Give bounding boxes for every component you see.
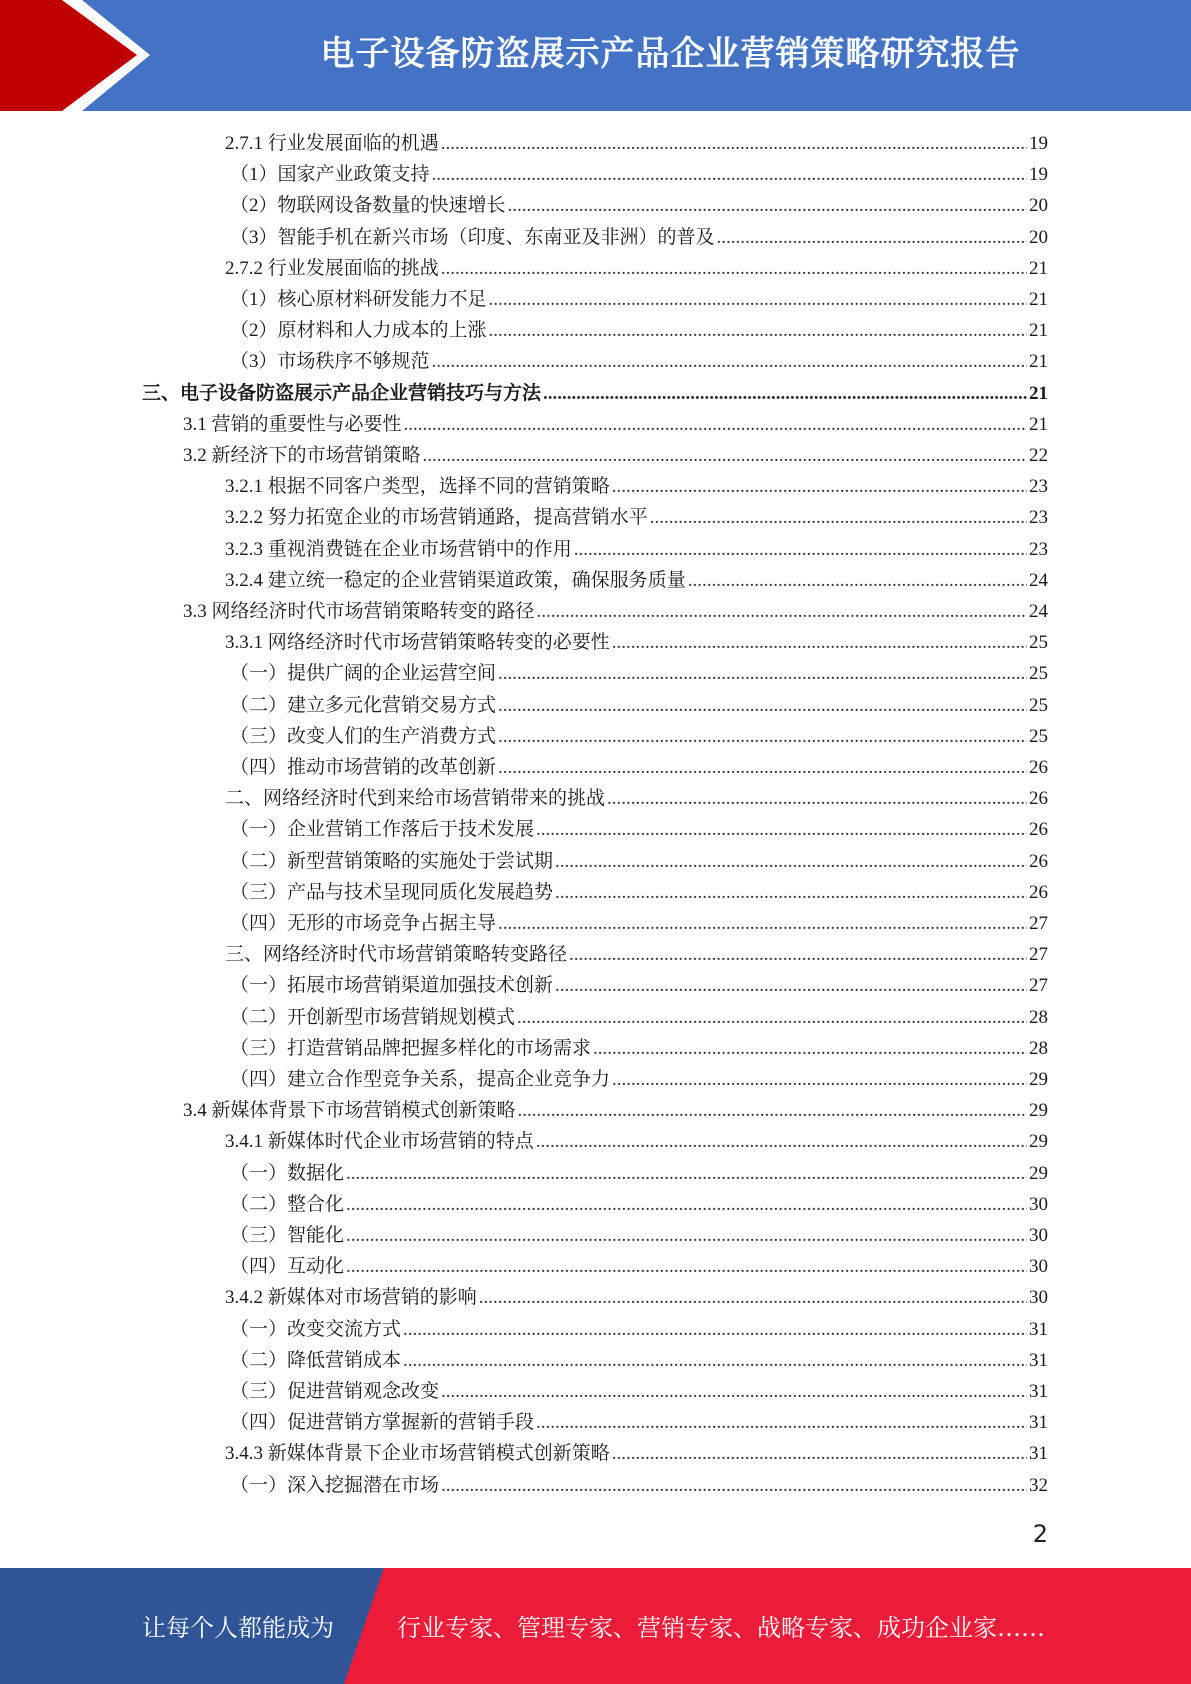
toc-entry-page: 32: [1029, 1475, 1048, 1496]
toc-leader-dots: [479, 1282, 1027, 1313]
toc-entry-page: 29: [1029, 1131, 1048, 1152]
toc-leader-dots: [441, 128, 1027, 159]
toc-leader-dots: [498, 658, 1027, 689]
toc-entry[interactable]: [230, 1158, 1048, 1189]
toc-entry-label: 3.2.4 建立统一稳定的企业营销渠道政策，确保服务质量: [225, 570, 686, 591]
toc-entry[interactable]: [183, 409, 1048, 440]
toc-entry-page: 23: [1029, 507, 1048, 528]
toc-entry-label: （四）建立合作型竞争关系，提高企业竞争力: [230, 1069, 611, 1090]
toc-entry[interactable]: [230, 908, 1048, 939]
toc-entry-page: 27: [1029, 975, 1048, 996]
toc-entry[interactable]: [230, 814, 1048, 845]
toc-entry-page: 20: [1029, 227, 1048, 248]
toc-entry[interactable]: [230, 315, 1048, 346]
toc-entry-label: 2.7.1 行业发展面临的机遇: [225, 133, 439, 154]
toc-entry-label: （二）整合化: [230, 1194, 345, 1215]
toc-leader-dots: [536, 1126, 1027, 1157]
toc-entry-page: 25: [1029, 695, 1048, 716]
toc-leader-dots: [498, 690, 1027, 721]
toc-entry[interactable]: [230, 346, 1048, 377]
toc-entry-page: 28: [1029, 1038, 1048, 1059]
toc-entry[interactable]: [225, 128, 1048, 159]
toc-entry[interactable]: [230, 1470, 1048, 1501]
toc-leader-dots: [403, 1314, 1027, 1345]
toc-entry[interactable]: [230, 846, 1048, 877]
toc-entry[interactable]: [230, 222, 1048, 253]
toc-entry[interactable]: [230, 159, 1048, 190]
toc-entry[interactable]: [225, 502, 1048, 533]
toc-leader-dots: [498, 752, 1027, 783]
toc-entry-label: 3.4.2 新媒体对市场营销的影响: [225, 1287, 477, 1308]
toc-entry[interactable]: [230, 970, 1048, 1001]
toc-entry-label: （二）降低营销成本: [230, 1350, 402, 1371]
toc-entry-page: 24: [1029, 601, 1048, 622]
toc-entry-label: （1）国家产业政策支持: [230, 164, 430, 185]
toc-entry[interactable]: [225, 565, 1048, 596]
toc-entry-page: 26: [1029, 757, 1048, 778]
toc-entry-page: 23: [1029, 539, 1048, 560]
toc-entry-label: （一）改变交流方式: [230, 1319, 402, 1340]
toc-leader-dots: [432, 159, 1027, 190]
toc-entry-page: 24: [1029, 570, 1048, 591]
toc-entry-page: 31: [1029, 1443, 1048, 1464]
toc-entry-page: 30: [1029, 1194, 1048, 1215]
toc-leader-dots: [404, 409, 1027, 440]
toc-entry-label: （一）企业营销工作落后于技术发展: [230, 819, 535, 840]
toc-entry-page: 23: [1029, 476, 1048, 497]
toc-entry[interactable]: [183, 440, 1048, 471]
toc-leader-dots: [612, 627, 1027, 658]
toc-leader-dots: [489, 284, 1027, 315]
toc-leader-dots: [555, 970, 1027, 1001]
toc-entry-label: （一）拓展市场营销渠道加强技术创新: [230, 975, 554, 996]
toc-entry-page: 26: [1029, 788, 1048, 809]
toc-leader-dots: [441, 1376, 1027, 1407]
toc-entry-page: 27: [1029, 913, 1048, 934]
toc-entry[interactable]: [230, 658, 1048, 689]
page-header: [0, 0, 1191, 111]
toc-entry-page: 30: [1029, 1225, 1048, 1246]
footer-slogan-right: 行业专家、管理专家、营销专家、战略专家、成功企业家……: [397, 1614, 1045, 1642]
toc-leader-dots: [403, 1345, 1027, 1376]
toc-entry-label: （二）开创新型市场营销规划模式: [230, 1007, 516, 1028]
toc-entry[interactable]: [225, 534, 1048, 565]
toc-entry-label: （1）核心原材料研发能力不足: [230, 289, 487, 310]
toc-entry-label: （一）深入挖掘潜在市场: [230, 1475, 440, 1496]
toc-entry[interactable]: [225, 1126, 1048, 1157]
toc-entry-label: 三、网络经济时代市场营销策略转变路径: [225, 944, 568, 965]
toc-entry-label: （三）产品与技术呈现同质化发展趋势: [230, 882, 554, 903]
toc-leader-dots: [441, 253, 1027, 284]
toc-entry[interactable]: [230, 1220, 1048, 1251]
toc-leader-dots: [569, 939, 1027, 970]
toc-entry-page: 30: [1029, 1287, 1048, 1308]
toc-entry-label: 二、网络经济时代到来给市场营销带来的挑战: [225, 788, 606, 809]
toc-entry-page: 21: [1029, 351, 1048, 372]
toc-leader-dots: [346, 1189, 1027, 1220]
toc-entry[interactable]: [230, 1189, 1048, 1220]
toc-entry-label: 3.2.3 重视消费链在企业市场营销中的作用: [225, 539, 572, 560]
page-title: 电子设备防盗展示产品企业营销策略研究报告: [320, 34, 1021, 74]
toc-leader-dots: [612, 471, 1027, 502]
toc-entry-label: （三）打造营销品牌把握多样化的市场需求: [230, 1038, 592, 1059]
toc-entry-page: 25: [1029, 726, 1048, 747]
toc-entry-page: 31: [1029, 1412, 1048, 1433]
toc-entry-page: 21: [1029, 320, 1048, 341]
toc-entry-label: 3.4.3 新媒体背景下企业市场营销模式创新策略: [225, 1443, 610, 1464]
toc-entry[interactable]: [230, 190, 1048, 221]
toc-entry[interactable]: [230, 721, 1048, 752]
toc-entry-page: 29: [1029, 1100, 1048, 1121]
toc-leader-dots: [688, 565, 1027, 596]
toc-leader-dots: [543, 378, 1027, 409]
toc-leader-dots: [346, 1251, 1027, 1282]
toc-entry-page: 21: [1029, 383, 1048, 404]
toc-entry-label: 3.3 网络经济时代市场营销策略转变的路径: [183, 601, 535, 622]
toc-leader-dots: [489, 315, 1027, 346]
toc-leader-dots: [555, 846, 1027, 877]
toc-leader-dots: [432, 346, 1027, 377]
toc-entry-page: 29: [1029, 1163, 1048, 1184]
toc-entry[interactable]: [225, 253, 1048, 284]
page-number: 2: [1032, 1520, 1048, 1548]
toc-entry[interactable]: [230, 877, 1048, 908]
toc-entry-page: 21: [1029, 258, 1048, 279]
toc-entry-label: 3.3.1 网络经济时代市场营销策略转变的必要性: [225, 632, 610, 653]
toc-leader-dots: [537, 596, 1027, 627]
toc-entry-label: （2）原材料和人力成本的上涨: [230, 320, 487, 341]
toc-leader-dots: [717, 222, 1027, 253]
toc-entry-page: 22: [1029, 445, 1048, 466]
toc-entry-label: 三、电子设备防盗展示产品企业营销技巧与方法: [142, 383, 542, 404]
toc-entry[interactable]: [225, 1282, 1048, 1313]
toc-entry[interactable]: [183, 1095, 1048, 1126]
toc-entry-label: 3.2 新经济下的市场营销策略: [183, 445, 421, 466]
toc-leader-dots: [536, 814, 1027, 845]
toc-leader-dots: [498, 908, 1027, 939]
toc-entry[interactable]: [230, 1033, 1048, 1064]
toc-entry-label: （三）促进营销观念改变: [230, 1381, 440, 1402]
toc-entry-page: 20: [1029, 195, 1048, 216]
page-footer: [0, 1568, 1191, 1684]
toc-entry[interactable]: [230, 1064, 1048, 1095]
toc-leader-dots: [574, 534, 1027, 565]
toc-entry-label: （三）改变人们的生产消费方式: [230, 726, 497, 747]
toc-entry-label: （四）促进营销方掌握新的营销手段: [230, 1412, 535, 1433]
toc-leader-dots: [607, 783, 1027, 814]
toc-leader-dots: [441, 1470, 1027, 1501]
toc-entry-page: 26: [1029, 882, 1048, 903]
toc-entry-page: 28: [1029, 1007, 1048, 1028]
toc-entry-label: （3）智能手机在新兴市场（印度、东南亚及非洲）的普及: [230, 227, 715, 248]
toc-entry-page: 25: [1029, 632, 1048, 653]
toc-entry-page: 31: [1029, 1319, 1048, 1340]
toc-entry-page: 21: [1029, 289, 1048, 310]
toc-entry-page: 29: [1029, 1069, 1048, 1090]
toc-leader-dots: [518, 1095, 1027, 1126]
footer-slogan-left: 让每个人都能成为: [142, 1614, 334, 1642]
toc-entry-label: （3）市场秩序不够规范: [230, 351, 430, 372]
toc-entry[interactable]: [225, 627, 1048, 658]
toc-entry-label: （四）推动市场营销的改革创新: [230, 757, 497, 778]
toc-leader-dots: [517, 1002, 1027, 1033]
toc-leader-dots: [612, 1438, 1027, 1469]
toc-entry[interactable]: [225, 1438, 1048, 1469]
toc-entry-label: 2.7.2 行业发展面临的挑战: [225, 258, 439, 279]
toc-entry-page: 26: [1029, 819, 1048, 840]
toc-leader-dots: [650, 502, 1027, 533]
toc-entry[interactable]: [230, 1345, 1048, 1376]
toc-entry-page: 25: [1029, 663, 1048, 684]
toc-leader-dots: [498, 721, 1027, 752]
toc-leader-dots: [346, 1158, 1027, 1189]
toc-leader-dots: [346, 1220, 1027, 1251]
toc-entry-label: （三）智能化: [230, 1225, 345, 1246]
toc-entry[interactable]: [230, 752, 1048, 783]
toc-entry-page: 26: [1029, 851, 1048, 872]
toc-entry-label: 3.4 新媒体背景下市场营销模式创新策略: [183, 1100, 516, 1121]
toc-leader-dots: [423, 440, 1027, 471]
toc-leader-dots: [555, 877, 1027, 908]
toc-entry-page: 19: [1029, 133, 1048, 154]
toc-entry-label: 3.1 营销的重要性与必要性: [183, 414, 402, 435]
toc-entry[interactable]: [225, 783, 1048, 814]
toc-entry-label: 3.2.1 根据不同客户类型，选择不同的营销策略: [225, 476, 610, 497]
toc-entry-page: 30: [1029, 1256, 1048, 1277]
toc-entry-label: 3.2.2 努力拓宽企业的市场营销通路，提高营销水平: [225, 507, 648, 528]
toc-entry[interactable]: [225, 471, 1048, 502]
toc-leader-dots: [536, 1407, 1027, 1438]
toc-entry-page: 31: [1029, 1350, 1048, 1371]
toc-entry[interactable]: [230, 690, 1048, 721]
toc-entry[interactable]: [183, 596, 1048, 627]
toc-entry-page: 27: [1029, 944, 1048, 965]
toc-entry-label: 3.4.1 新媒体时代企业市场营销的特点: [225, 1131, 534, 1152]
toc-entry-page: 19: [1029, 164, 1048, 185]
toc-entry-label: （四）互动化: [230, 1256, 345, 1277]
toc-entry[interactable]: [225, 939, 1048, 970]
toc-entry-label: （一）数据化: [230, 1163, 345, 1184]
toc-entry-page: 21: [1029, 414, 1048, 435]
toc-entry[interactable]: [230, 1251, 1048, 1282]
toc-entry[interactable]: [230, 1314, 1048, 1345]
toc-entry[interactable]: [230, 284, 1048, 315]
toc-entry[interactable]: [230, 1407, 1048, 1438]
toc-entry-page: 31: [1029, 1381, 1048, 1402]
toc-leader-dots: [593, 1033, 1027, 1064]
toc-entry-label: （2）物联网设备数量的快速增长: [230, 195, 506, 216]
toc-entry-label: （一）提供广阔的企业运营空间: [230, 663, 497, 684]
toc-entry[interactable]: [142, 378, 1048, 409]
toc-entry-label: （二）建立多元化营销交易方式: [230, 695, 497, 716]
toc-entry[interactable]: [230, 1376, 1048, 1407]
toc-leader-dots: [508, 190, 1027, 221]
toc-entry-label: （四）无形的市场竞争占据主导: [230, 913, 497, 934]
toc-entry-label: （二）新型营销策略的实施处于尝试期: [230, 851, 554, 872]
toc-entry[interactable]: [230, 1002, 1048, 1033]
toc-leader-dots: [612, 1064, 1027, 1095]
